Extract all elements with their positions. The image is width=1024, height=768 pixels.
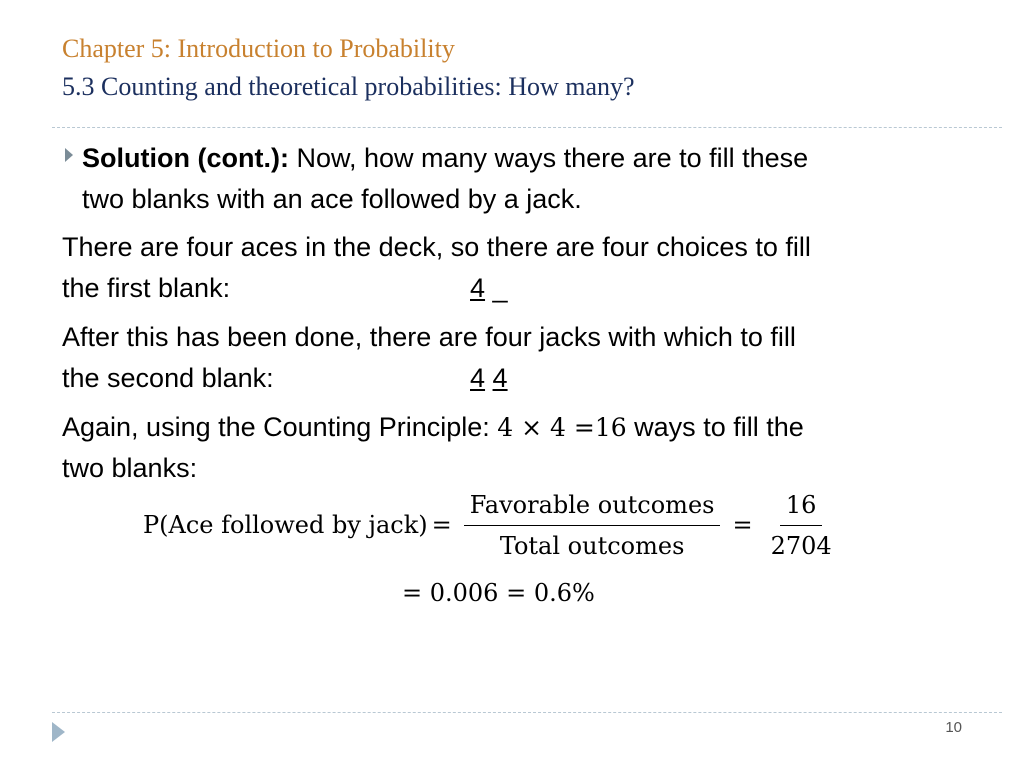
header-divider	[52, 127, 1002, 128]
footer-divider	[52, 712, 1002, 713]
fraction-numerator: Favorable outcomes	[464, 489, 721, 526]
jacks-text-line2: the second blank:	[62, 363, 274, 393]
page-number: 10	[945, 719, 962, 736]
jacks-text-line1: After this has been done, there are four jacks with which to fill	[62, 322, 796, 352]
solution-text-line1: Now, how many ways there are to fill these	[296, 143, 809, 173]
aces-paragraph	[62, 227, 972, 309]
solution-text-line2: two blanks with an ace followed by a jack.	[82, 184, 582, 214]
jacks-paragraph	[62, 317, 972, 399]
probability-equation	[143, 483, 846, 567]
jacks-blank-2: 4	[492, 363, 508, 393]
outcomes-fraction	[464, 489, 721, 562]
counting-math: 4 × 4 =16	[497, 413, 627, 442]
aces-blank-1: 4	[470, 273, 486, 303]
probability-result: = 0.006 = 0.6%	[402, 579, 595, 607]
equals-sign-2: =	[732, 511, 753, 539]
aces-blanks	[470, 268, 508, 309]
bullet-arrow-icon	[65, 148, 73, 162]
equals-sign-1: =	[431, 511, 452, 539]
counting-prefix: Again, using the Counting Principle:	[62, 412, 490, 442]
equation-lhs: P(Ace followed by jack)	[143, 511, 428, 539]
jacks-blanks	[470, 358, 508, 399]
counting-line2: two blanks:	[62, 453, 198, 483]
section-title: 5.3 Counting and theoretical probabilities: How many?	[62, 72, 635, 101]
next-slide-arrow-icon[interactable]	[52, 722, 65, 742]
solution-paragraph	[82, 138, 992, 220]
aces-blank-2: _	[492, 273, 508, 303]
value-denominator: 2704	[770, 531, 832, 560]
fraction-denominator: Total outcomes	[499, 531, 685, 560]
chapter-title: Chapter 5: Introduction to Probability	[62, 34, 455, 63]
solution-label: Solution (cont.):	[82, 143, 289, 173]
value-numerator: 16	[780, 489, 823, 526]
jacks-blank-1: 4	[470, 363, 486, 393]
aces-text-line2: the first blank:	[62, 273, 231, 303]
counting-suffix: ways to fill the	[634, 412, 804, 442]
value-fraction	[765, 489, 838, 562]
counting-paragraph	[62, 407, 972, 489]
aces-text-line1: There are four aces in the deck, so there are four choices to fill	[62, 232, 811, 262]
